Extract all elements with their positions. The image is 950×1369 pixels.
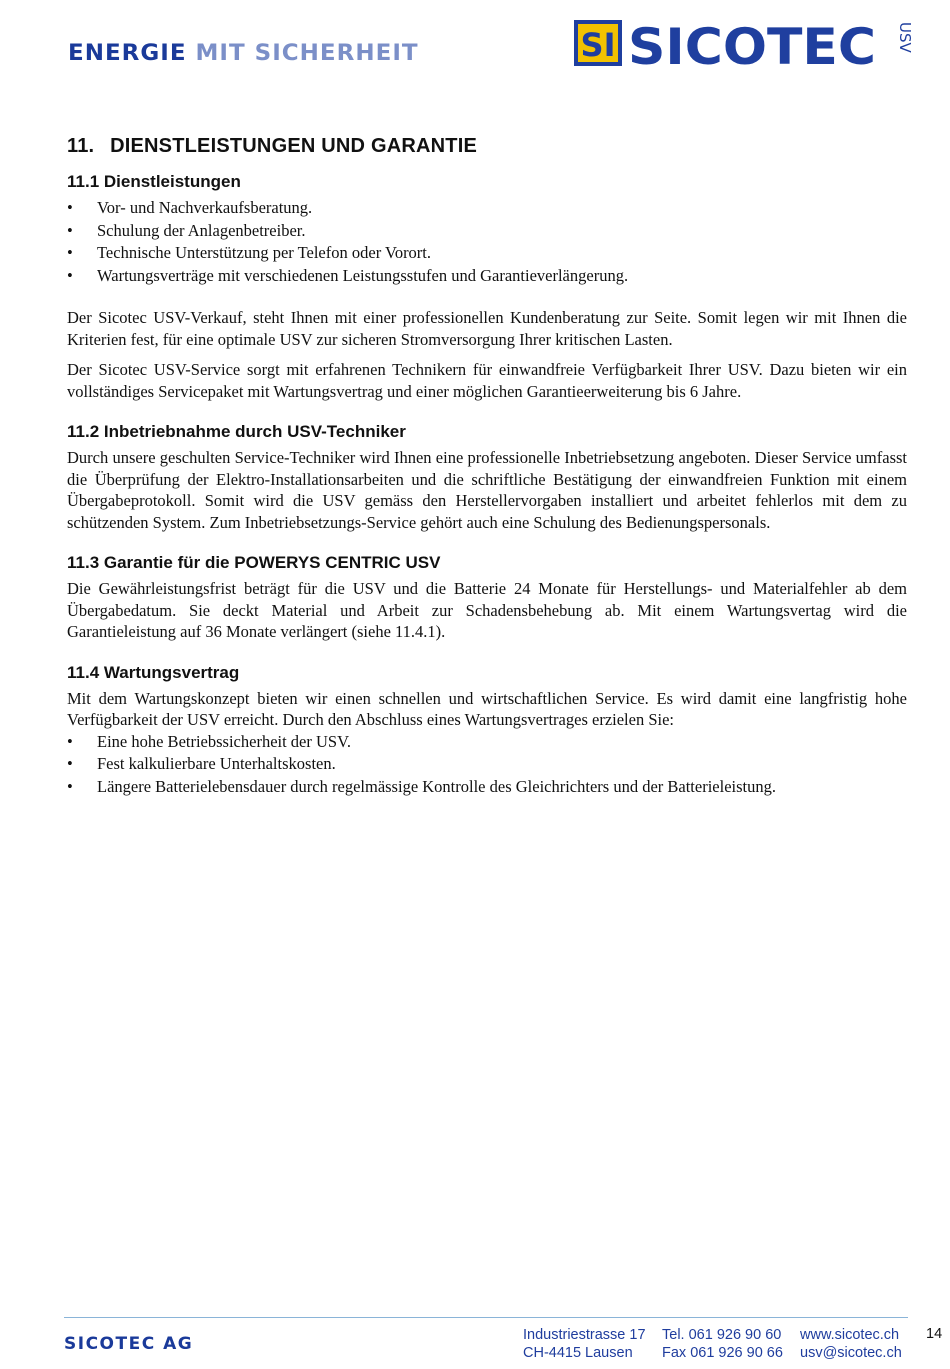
document-body (67, 135, 907, 798)
header-tagline (68, 41, 419, 66)
paragraph: Der Sicotec USV-Service sorgt mit erfahrenen Technikern für einwandfreie Verfügbarkeit Ihrer USV. Dazu bieten wir ein vollständiges Servicepaket mit Wartungsvertrag und einer möglichen Garantieerweiterung bis 6 Jahre. (67, 360, 907, 401)
list-item-text: Wartungsverträge mit verschiedenen Leistungsstufen und Garantieverlängerung. (97, 265, 629, 285)
paragraph: Die Gewährleistungsfrist beträgt für die USV und die Batterie 24 Monate für Herstellungs- und Materialfehler ab dem Übergabedatum. Sie deckt Material und Arbeit zur Schadensbehebung ab. Mit einem Wartungsvertag wird die Garantieleistung auf 36 Monate verlängert (siehe 11.4.1). (67, 579, 907, 641)
tagline-energie: ENERGIE (68, 41, 187, 66)
footer-contact (800, 1326, 902, 1362)
list-item (67, 242, 907, 265)
footer-web-link[interactable]: www.sicotec.ch (800, 1327, 900, 1343)
section-title: 11.1 Dienstleistungen (67, 172, 241, 191)
paragraph: Der Sicotec USV-Verkauf, steht Ihnen mit einer professionellen Kundenberatung zur Seite. Somit legen wir mit Ihnen die Kriterien fest, für eine optimale USV zur sicheren Stromversorgung Ihrer kritischen Lasten. (67, 308, 907, 349)
bullet-icon: • (67, 243, 73, 262)
paragraph: Durch unsere geschulten Service-Techniker wird Ihnen eine professionelle Inbetriebsetzung angeboten. Dieser Service umfasst die Überprüfung der Elektro-Installationsarbeiten und die schriftliche Bestätigung der einwandfreien Funktion mit einem Übergabeprotokoll. Somit wird die USV gemäss den Herstellervorgaben installiert und arbeitet fehlerlos mit dem zu schützenden System. Zum Inbetriebsetzungs-Service gehört auch eine Schulung des Bedienungspersonals. (67, 448, 907, 532)
bullet-icon: • (67, 776, 73, 796)
page-number: 14 (926, 1326, 943, 1342)
maintenance-benefits-list (67, 731, 907, 799)
list-item (67, 220, 907, 243)
list-item (67, 731, 907, 754)
logo-brand-text: SICOTEC (628, 18, 876, 70)
footer-tel: Tel. 061 926 90 60 (662, 1327, 782, 1343)
chapter-title (67, 135, 907, 158)
section-title: 11.4 Wartungsvertrag (67, 662, 240, 682)
footer-brand: SICOTEC AG (64, 1334, 194, 1354)
bullet-icon: • (67, 731, 73, 751)
logo-mark-text: SI (580, 26, 616, 64)
chapter-number: 11. (67, 135, 95, 157)
logo-usv-text: USV (896, 22, 914, 53)
list-item-text: Schulung der Anlagenbetreiber. (97, 220, 306, 240)
chapter-title-text: DIENSTLEISTUNGEN UND GARANTIE (110, 135, 478, 157)
bullet-icon: • (67, 198, 73, 217)
footer-phone (662, 1326, 783, 1362)
spacer (67, 402, 907, 422)
list-item-text: Vor- und Nachverkaufsberatung. (97, 198, 313, 217)
spacer (67, 533, 907, 553)
bullet-icon: • (67, 220, 73, 240)
list-item-text: Technische Unterstützung per Telefon oder Vorort. (97, 243, 432, 262)
footer-fax: Fax 061 926 90 66 (662, 1345, 783, 1361)
section-title: 11.3 Garantie für die POWERYS CENTRIC USV (67, 553, 441, 572)
footer-street: Industriestrasse 17 (523, 1327, 646, 1343)
list-item (67, 197, 907, 220)
list-item (67, 753, 907, 776)
bullet-icon: • (67, 754, 73, 773)
spacer (67, 350, 907, 359)
footer-address (523, 1326, 646, 1362)
list-item (67, 776, 907, 799)
list-item-text: Längere Batterielebensdauer durch regelmässige Kontrolle des Gleichrichters und der Batterieleistung. (97, 776, 776, 796)
section-title: 11.2 Inbetriebnahme durch USV-Techniker (67, 422, 406, 441)
spacer (67, 287, 907, 307)
spacer (67, 643, 907, 663)
sicotec-logo (574, 18, 914, 70)
bullet-icon: • (67, 265, 73, 285)
paragraph: Mit dem Wartungskonzept bieten wir einen schnellen und wirtschaftlichen Service. Es wird damit eine langfristig hohe Verfügbarkeit der USV erreicht. Durch den Abschluss eines Wartungsvertrages erzielen Sie: (67, 688, 907, 729)
footer-city: CH-4415 Lausen (523, 1345, 633, 1361)
list-item (67, 265, 907, 288)
list-item-text: Fest kalkulierbare Unterhaltskosten. (97, 754, 336, 773)
footer-divider (64, 1317, 908, 1318)
footer-email-link[interactable]: usv@sicotec.ch (800, 1345, 902, 1361)
services-list (67, 197, 907, 287)
list-item-text: Eine hohe Betriebssicherheit der USV. (97, 731, 352, 751)
tagline-rest: MIT SICHERHEIT (186, 41, 419, 66)
